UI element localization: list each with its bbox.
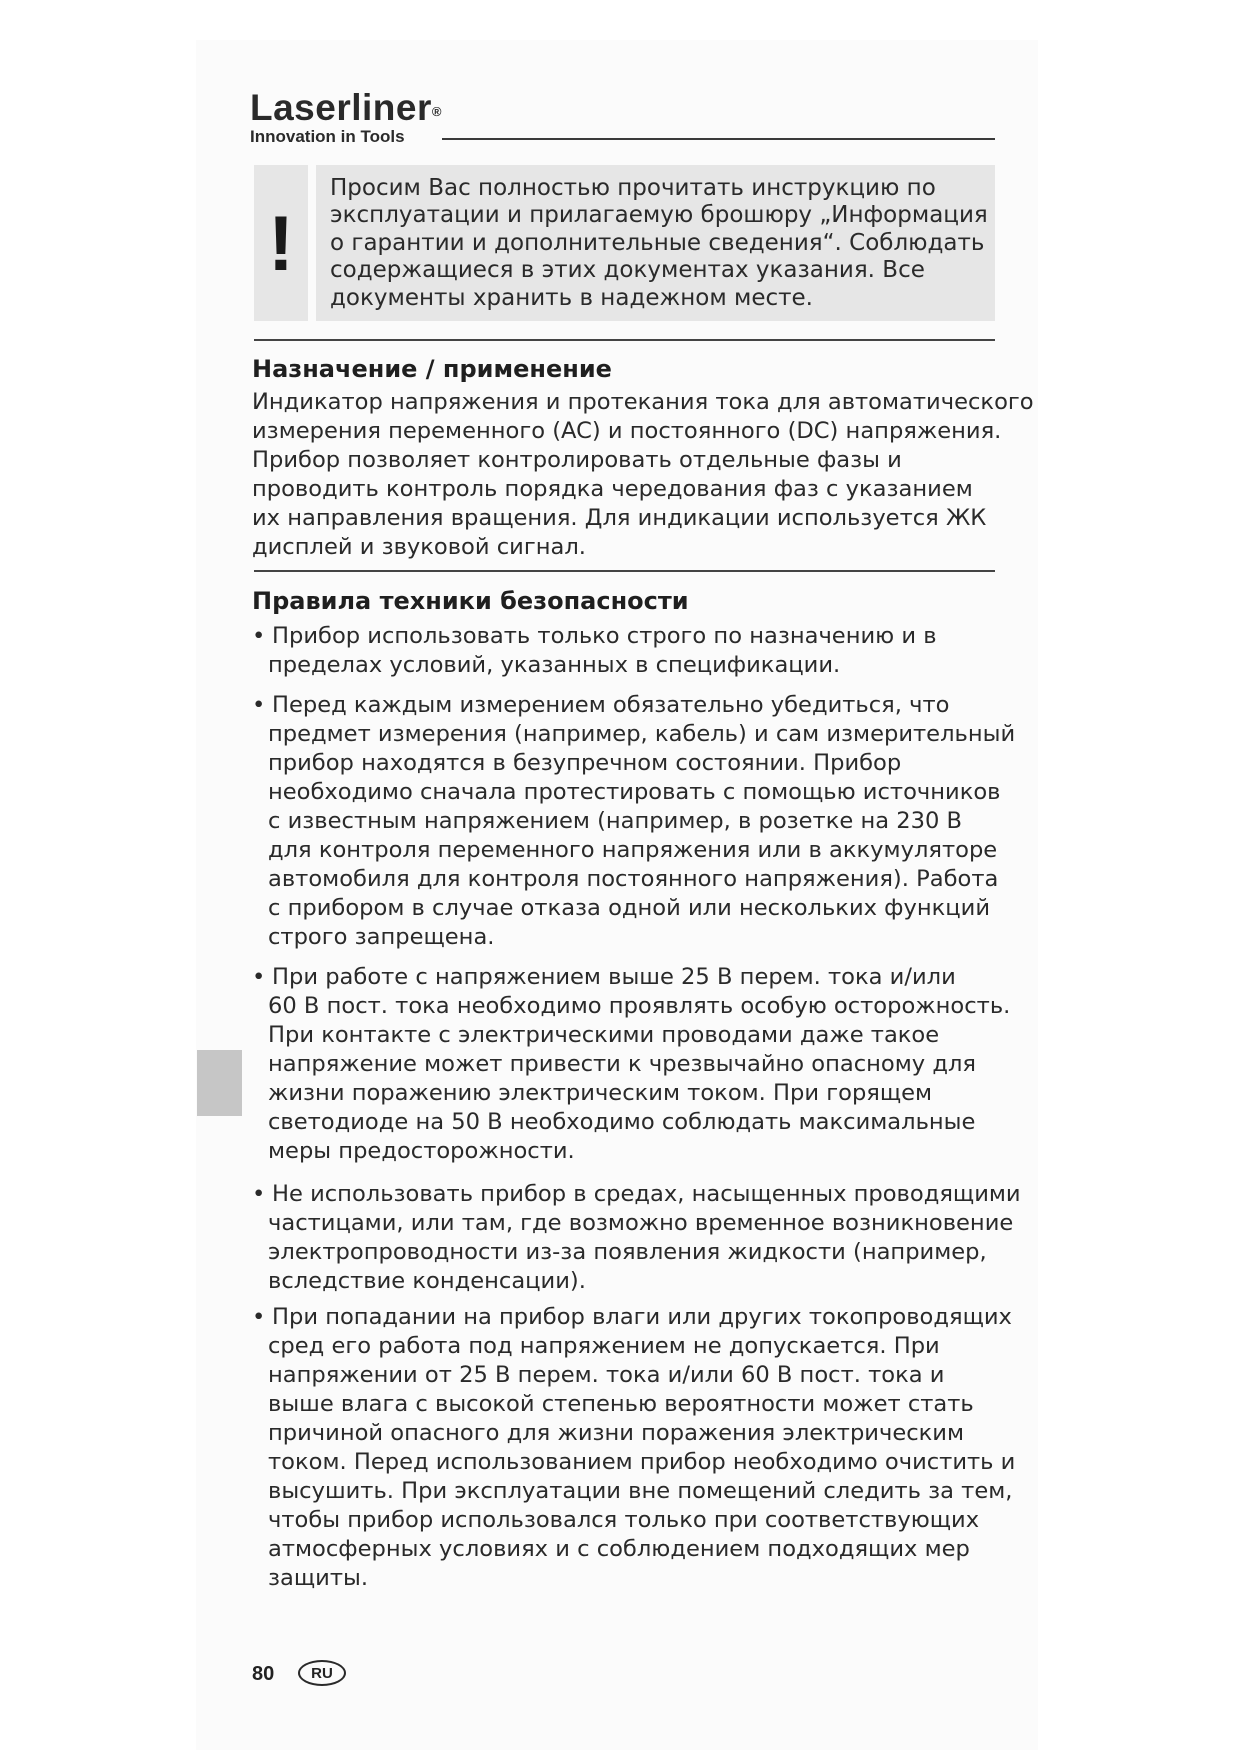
text-line: При работе с напряжением выше 25 В перем. тока и/или [272, 964, 956, 990]
text-line: прибор находятся в безупречном состоянии. Прибор [268, 750, 902, 776]
text-line: напряжении от 25 В перем. тока и/или 60 В пост. тока и [268, 1362, 945, 1388]
purpose-heading: Назначение / применение [252, 355, 612, 383]
text-line: проводить контроль порядка чередования фаз с указанием [252, 476, 973, 502]
text-line: током. Перед использованием прибор необходимо очистить и [268, 1449, 1016, 1475]
page-number: 80 [252, 1663, 275, 1685]
notice-line: о гарантии и дополнительные сведения“. Соблюдать [330, 229, 985, 256]
text-line: пределах условий, указанных в спецификации. [268, 652, 841, 678]
text-line: с прибором в случае отказа одной или нескольких функций [268, 895, 991, 921]
safety-heading: Правила техники безопасности [252, 587, 689, 615]
notice-line: документы хранить в надежном месте. [330, 284, 813, 311]
text-line: При попадании на прибор влаги или других токопроводящих [272, 1304, 1012, 1330]
text-line: автомобиля для контроля постоянного напряжения). Работа [268, 866, 999, 892]
text-line: выше влага с высокой степенью вероятности может стать [268, 1391, 974, 1417]
notice-line: эксплуатации и прилагаемую брошюру „Информация [330, 202, 988, 229]
text-line: сред его работа под напряжением не допускается. При [268, 1333, 940, 1359]
text-line: их направления вращения. Для индикации используется ЖК [252, 505, 987, 531]
text-line: защиты. [268, 1565, 369, 1591]
chapter-tab-marker [197, 1050, 242, 1116]
section-divider [254, 570, 995, 572]
text-line: светодиоде на 50 В необходимо соблюдать максимальные [268, 1109, 976, 1135]
brand-logo [250, 88, 442, 146]
brand-tagline: Innovation in Tools [250, 127, 405, 146]
registered-mark: ® [431, 104, 442, 119]
exclamation-icon: ! [254, 165, 308, 321]
text-line: частицами, или там, где возможно временное возникновение [268, 1210, 1014, 1236]
safety-bullet [252, 622, 937, 680]
text-line: Прибор использовать только строго по назначению и в [272, 623, 937, 649]
text-line: вследствие конденсации). [268, 1268, 586, 1294]
safety-bullet [252, 691, 1015, 952]
text-line: причиной опасного для жизни поражения электрическим [268, 1420, 965, 1446]
text-line: 60 В пост. тока необходимо проявлять особую осторожность. [268, 993, 1011, 1019]
text-line: жизни поражению электрическим током. При горящем [268, 1080, 933, 1106]
header-divider [442, 138, 995, 140]
text-line: измерения переменного (AC) и постоянного (DC) напряжения. [252, 418, 1002, 444]
safety-bullet [252, 1303, 1015, 1593]
bullet-marker: • [252, 1181, 266, 1207]
notice-line: содержащиеся в этих документах указания. Все [330, 257, 925, 284]
text-line: с известным напряжением (например, в розетке на 230 В [268, 808, 963, 834]
text-line: предмет измерения (например, кабель) и сам измерительный [268, 721, 1016, 747]
text-line: атмосферных условиях и с соблюдением подходящих мер [268, 1536, 970, 1562]
notice-line: Просим Вас полностью прочитать инструкцию по [330, 175, 936, 201]
text-line: Не использовать прибор в средах, насыщенных проводящими [272, 1181, 1021, 1207]
text-line: электропроводности из-за появления жидкости (например, [268, 1239, 987, 1265]
text-line: Перед каждым измерением обязательно убедиться, что [272, 692, 950, 718]
text-line: Прибор позволяет контролировать отдельные фазы и [252, 447, 902, 473]
text-line: Индикатор напряжения и протекания тока для автоматического [252, 389, 1034, 415]
brand-name: Laserliner [250, 87, 432, 128]
language-badge: RU [298, 1660, 346, 1686]
text-line: напряжение может привести к чрезвычайно опасному для [268, 1051, 976, 1077]
section-divider [254, 339, 995, 341]
text-line: При контакте с электрическими проводами даже такое [268, 1022, 940, 1048]
text-line: необходимо сначала протестировать с помощью источников [268, 779, 1001, 805]
bullet-marker: • [252, 1304, 266, 1330]
notice-box [316, 165, 995, 321]
text-line: меры предосторожности. [268, 1138, 575, 1164]
purpose-paragraph [252, 388, 1034, 562]
bullet-marker: • [252, 623, 266, 649]
bullet-marker: • [252, 964, 266, 990]
safety-bullet [252, 1180, 1021, 1296]
bullet-marker: • [252, 692, 266, 718]
text-line: дисплей и звуковой сигнал. [252, 534, 586, 560]
safety-bullet [252, 963, 1010, 1166]
text-line: чтобы прибор использовался только при соответствующих [268, 1507, 980, 1533]
text-line: строго запрещена. [268, 924, 495, 950]
text-line: для контроля переменного напряжения или в аккумуляторе [268, 837, 998, 863]
text-line: высушить. При эксплуатации вне помещений следить за тем, [268, 1478, 1013, 1504]
